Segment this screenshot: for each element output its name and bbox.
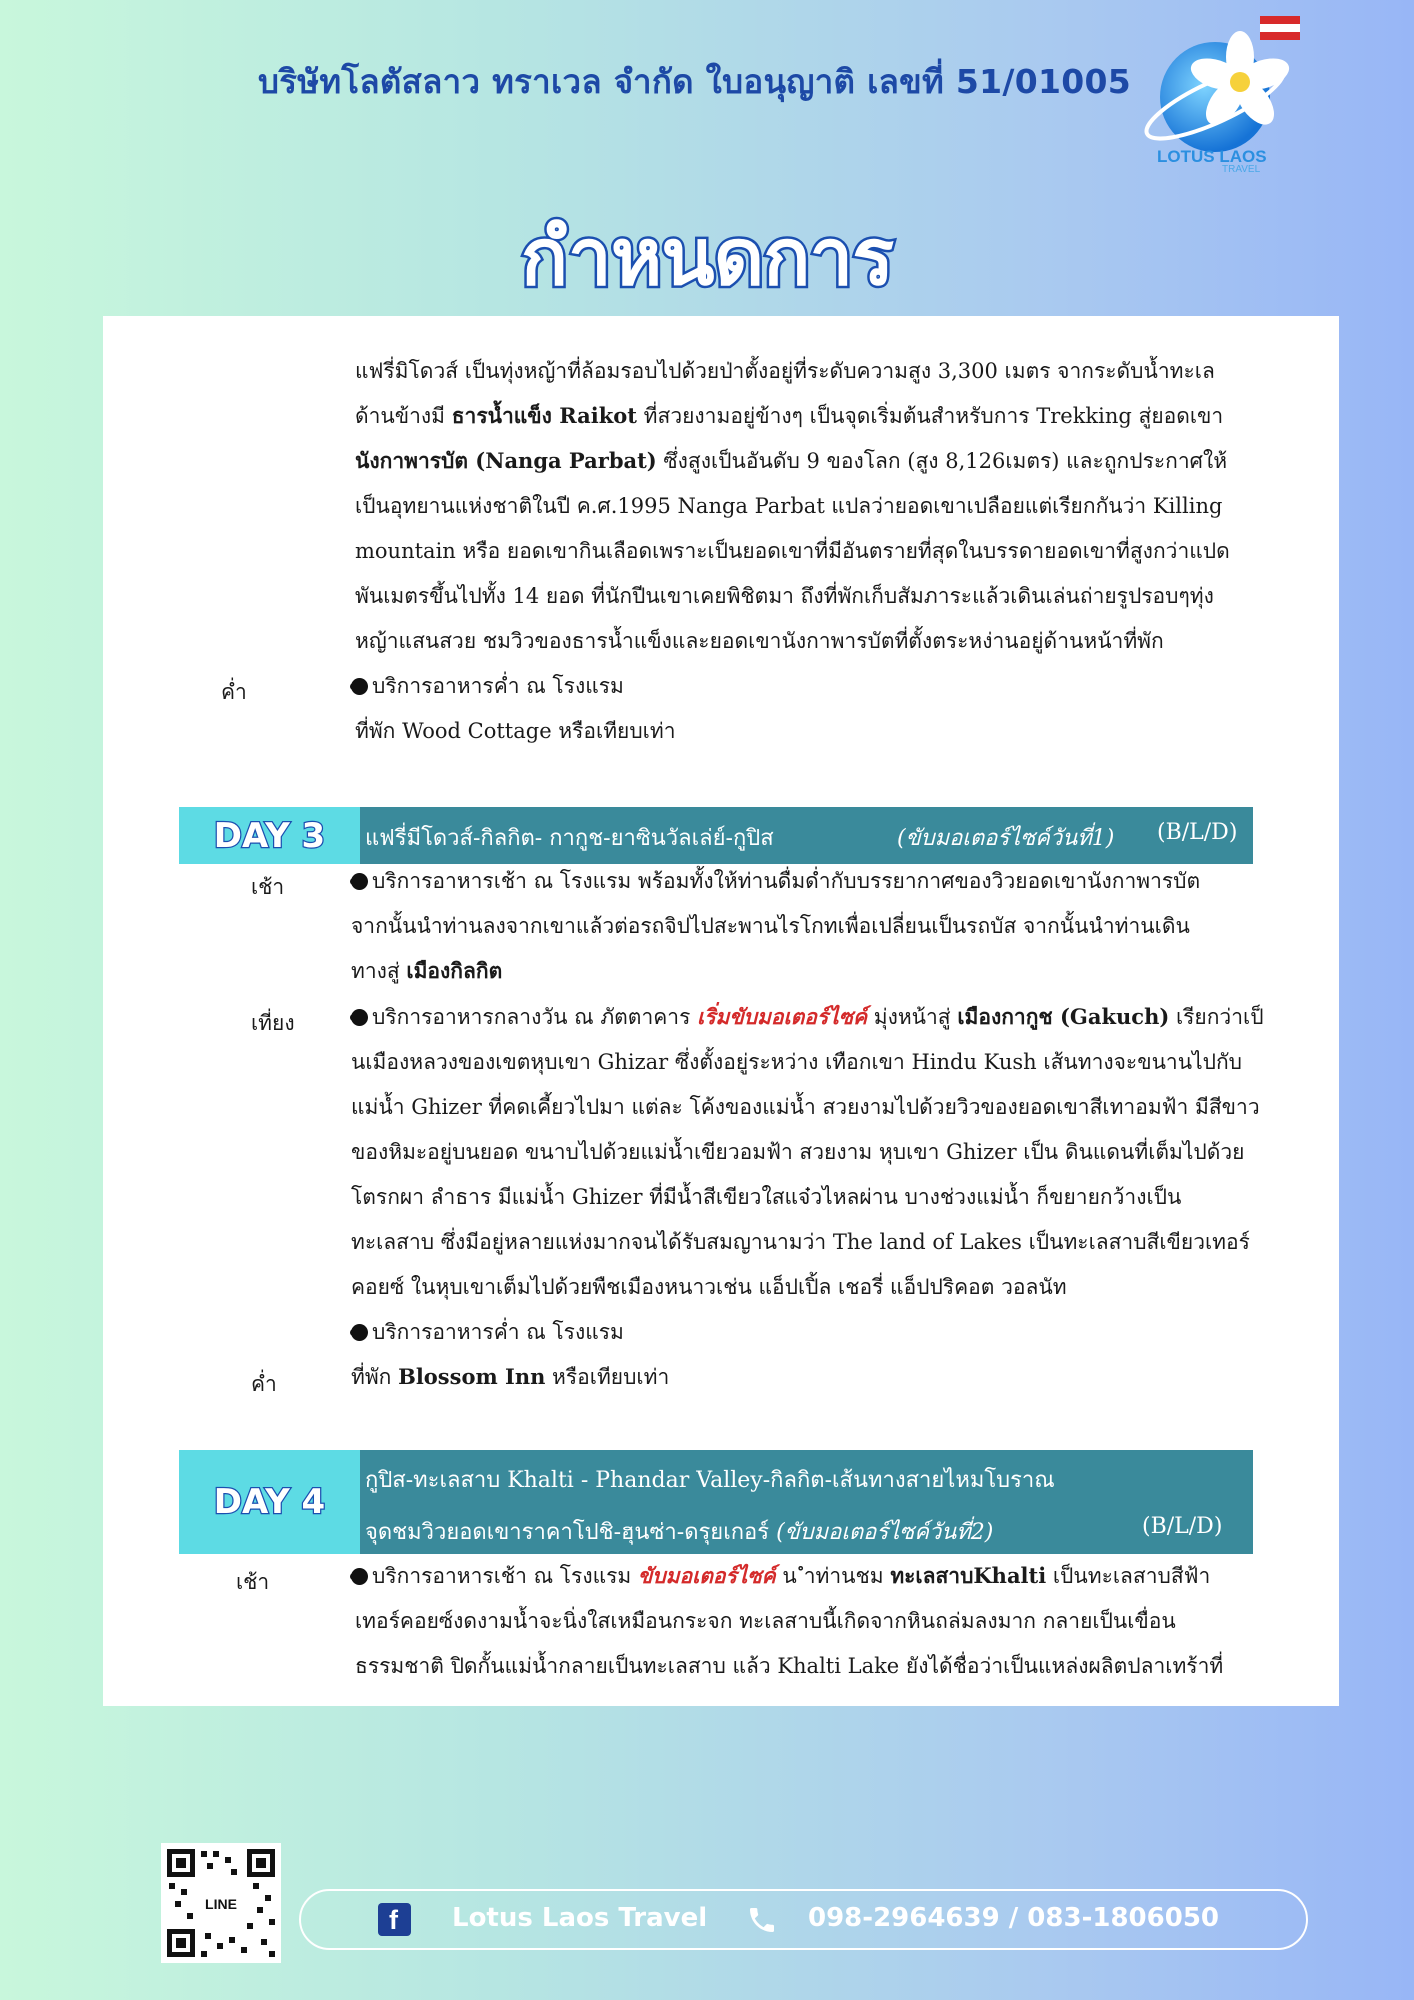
- day3-meals: (B/L/D): [1157, 820, 1238, 845]
- logo-subtext: TRAVEL: [1222, 164, 1261, 175]
- meal-bell-icon: [351, 678, 368, 695]
- day4-header: [179, 1450, 1253, 1554]
- meal-bell-icon: [351, 1568, 368, 1585]
- day3-lunch-line-1: บริการอาหารกลางวัน ณ ภัตตาคาร เริ่มขับมอเตอร์ไซค์ มุ่งหน้าสู่ เมืองกากูช (Gakuch) เรียกว่าเป็: [355, 1002, 1264, 1032]
- phone-icon: [746, 1904, 778, 1936]
- meal-label-lunch: เที่ยง: [251, 1011, 295, 1035]
- day4-meals: (B/L/D): [1142, 1514, 1223, 1539]
- intro-line-3: นังกาพารบัต (Nanga Parbat) ซึ่งสูงเป็นอันดับ 9 ของโลก (สูง 8,126เมตร) และถูกประกาศให้: [355, 448, 1228, 473]
- itinerary-document: [103, 316, 1339, 1706]
- phone-numbers[interactable]: 098-2964639 / 083-1806050: [808, 1903, 1219, 1933]
- day3-lunch-line-6: ทะเลสาบ ซึ่งมีอยู่หลายแห่งมากจนได้รับสมญานามว่า The land of Lakes เป็นทะเลสาบสีเขียวเทอร์: [351, 1230, 1250, 1254]
- day4-line-2: เทอร์คอยซ์งดงามน้ำจะนิ่งใสเหมือนกระจก ทะเลสาบนี้เกิดจากหินถล่มลงมาก กลายเป็นเขื่อน: [355, 1609, 1176, 1633]
- meal-bell-icon: [351, 873, 368, 890]
- company-header: บริษัทโลตัสลาว ทราเวล จำกัด ใบอนุญาติ เลขที่ 51/01005: [258, 62, 1132, 101]
- intro-stay: ที่พัก Wood Cottage หรือเทียบเท่า: [355, 719, 676, 743]
- day3-note: (ขับมอเตอร์ไซค์วันที่1): [897, 826, 1115, 851]
- day4-route-2: จุดชมวิวยอดเขาราคาโปชิ-ฮุนซ่า-ดรุยเกอร์ (ขับมอเตอร์ไซค์วันที่2): [365, 1520, 994, 1545]
- logo-text: LOTUS LAOS: [1157, 147, 1267, 166]
- intro-line-6: พันเมตรขึ้นไปทั้ง 14 ยอด ที่นักปีนเขาเคยพิชิตมา ถึงที่พักเก็บสัมภาระแล้วเดินเล่นถ่ายรูปรอบๆทุ่ง: [355, 584, 1214, 608]
- facebook-icon[interactable]: f: [378, 1903, 411, 1936]
- svg-text:LINE: LINE: [205, 1896, 237, 1912]
- day3-lunch-line-4: ของหิมะอยู่บนยอด ขนาบไปด้วยแม่น้ำเขียวอมฟ้า สวยงาม หุบเขา Ghizer เป็น ดินแดนที่เต็มไปด้วย: [351, 1140, 1245, 1164]
- intro-dinner: บริการอาหารค่ำ ณ โรงแรม: [355, 671, 624, 701]
- day3-stay: ที่พัก Blossom Inn หรือเทียบเท่า: [351, 1364, 670, 1389]
- day4-tag: DAY 4: [179, 1450, 360, 1554]
- facebook-page-name[interactable]: Lotus Laos Travel: [452, 1903, 708, 1933]
- day4-breakfast-line-1: บริการอาหารเช้า ณ โรงแรม ขับมอเตอร์ไซค์ น ำท่านชม ทะเลสาบKhalti เป็นทะเลสาบสีฟ้า: [355, 1561, 1210, 1591]
- meal-label-dinner-day3: ค่ำ: [251, 1372, 277, 1396]
- intro-line-4: เป็นอุทยานแห่งชาติในปี ค.ศ.1995 Nanga Parbat แปลว่ายอดเขาเปลือยแต่เรียกกันว่า Killing: [355, 494, 1223, 518]
- day3-route: แฟรี่มีโดวส์-กิลกิต- กากูช-ยาซินวัลเล่ย์-กูปิส: [365, 826, 774, 851]
- day4-route-1: กูปิส-ทะเลสาบ Khalti - Phandar Valley-กิลกิต-เส้นทางสายไหมโบราณ: [365, 1468, 1055, 1493]
- day3-breakfast-line-3: ทางสู่ เมืองกิลกิต: [351, 958, 503, 983]
- intro-line-5: mountain หรือ ยอดเขากินเลือดเพราะเป็นยอดเขาที่มีอันตรายที่สุดในบรรดายอดเขาที่สูงกว่าแปด: [355, 539, 1230, 563]
- intro-line-2: ด้านข้างมี ธารน้ำแข็ง Raikot ที่สวยงามอยู่ข้างๆ เป็นจุดเริ่มต้นสำหรับการ Trekking สู่ยอดเขา: [355, 403, 1224, 428]
- intro-line-1: แฟรี่มิโดวส์ เป็นทุ่งหญ้าที่ล้อมรอบไปด้วยป่าตั้งอยู่ที่ระดับความสูง 3,300 เมตร จากระดับน้ำทะเล: [355, 359, 1215, 383]
- meal-label-dinner: ค่ำ: [221, 680, 247, 704]
- page-title: กำหนดการ: [520, 213, 894, 303]
- day4-line-3: ธรรมชาติ ปิดกั้นแม่น้ำกลายเป็นทะเลสาบ แล้ว Khalti Lake ยังได้ชื่อว่าเป็นแหล่งผลิตปลาเทร้าที่: [355, 1654, 1224, 1678]
- day3-lunch-line-2: นเมืองหลวงของเขตหุบเขา Ghizar ซึ่งตั้งอยู่ระหว่าง เทือกเขา Hindu Kush เส้นทางจะขนานไปกับ: [351, 1050, 1243, 1074]
- day3-tag: DAY 3: [179, 807, 360, 864]
- day3-header: [179, 807, 1253, 864]
- day3-breakfast-line-1: บริการอาหารเช้า ณ โรงแรม พร้อมทั้งให้ท่านดื่มด่ำกับบรรยากาศของวิวยอดเขานังกาพารบัต: [355, 866, 1200, 896]
- meal-bell-icon: [351, 1324, 368, 1341]
- meal-bell-icon: [351, 1009, 368, 1026]
- meal-label-breakfast: เช้า: [251, 875, 285, 899]
- line-qr-code: [161, 1843, 281, 1963]
- intro-line-7: หญ้าแสนสวย ชมวิวของธารน้ำแข็งและยอดเขานังกาพารบัตที่ตั้งตระหง่านอยู่ด้านหน้าที่พัก: [355, 629, 1164, 653]
- day3-dinner: บริการอาหารค่ำ ณ โรงแรม: [355, 1317, 624, 1347]
- day3-lunch-line-3: แม่น้ำ Ghizer ที่คดเคี้ยวไปมา แต่ละ โค้งของแม่น้ำ สวยงามไปด้วยวิวของยอดเขาสีเทาอมฟ้า มีสีขาว: [351, 1095, 1260, 1119]
- day3-breakfast-line-2: จากนั้นนำท่านลงจากเขาแล้วต่อรถจิปไปสะพานไรโกทเพื่อเปลี่ยนเป็นรถบัส จากนั้นนำท่านเดิน: [351, 914, 1190, 938]
- day3-lunch-line-7: คอยซ์ ในหุบเขาเต็มไปด้วยพืชเมืองหนาวเช่น แอ็ปเปิ้ล เชอรี่ แอ็ปปริคอต วอลนัท: [351, 1275, 1067, 1299]
- day3-lunch-line-5: โตรกผา ลำธาร มีแม่น้ำ Ghizer ที่มีน้ำสีเขียวใสแจ๋วไหลผ่าน บางช่วงแม่น้ำ ก็ขยายกว้างเป็น: [351, 1185, 1182, 1209]
- meal-label-breakfast-day4: เช้า: [236, 1570, 270, 1594]
